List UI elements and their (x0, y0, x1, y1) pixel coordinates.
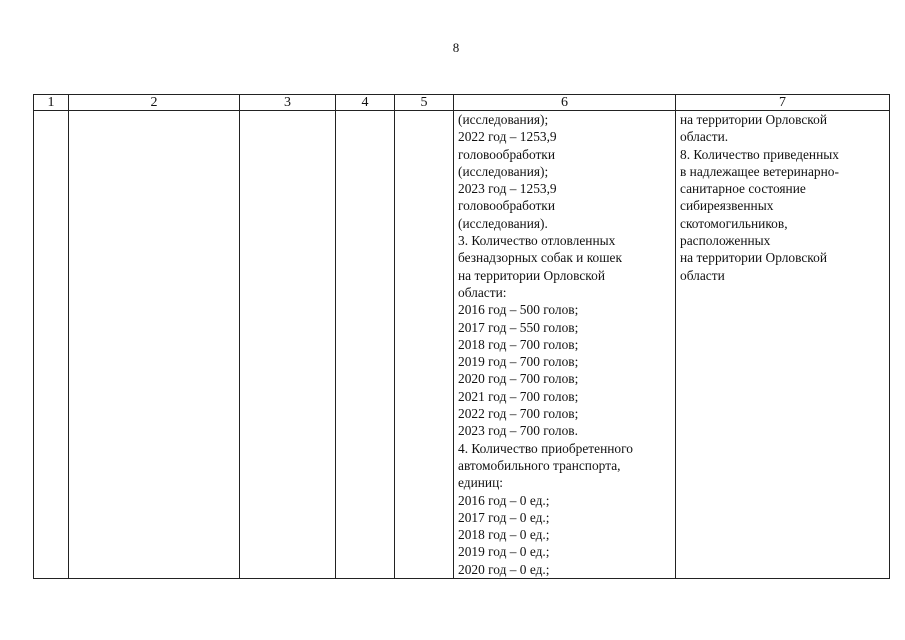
cell-col-6-indicators (454, 111, 676, 579)
cell-col-3 (240, 111, 336, 579)
cell-col-2 (69, 111, 240, 579)
program-indicators-table (33, 94, 890, 579)
header-col-6: 6 (454, 95, 676, 111)
cell-col-1 (34, 111, 69, 579)
table-header-row (34, 95, 890, 111)
cell-col-7-indicators (676, 111, 890, 579)
table-row (34, 111, 890, 579)
page-number: 8 (452, 40, 460, 55)
header-col-3: 3 (240, 95, 336, 111)
header-col-1: 1 (34, 95, 69, 111)
indicators-text: (исследования); 2022 год – 1253,9 головообработки (исследования); 2023 год – 1253,9 головообработки (исследования). 3. Количество отловленных безнадзорных собак и кошек на территории Орловской области: 2016 год – 500 голов; 2017 год – 550 голов; 2018 год – 700 голов; 2019 год – 700 голов; 2020 год – 700 голов; 2021 год – 700 голов; 2022 год – 700 голов; 2023 год – 700 голов. 4. Количество приобретенного автомобильного транспорта, единиц: 2016 год – 0 ед.; 2017 год – 0 ед.; 2018 год – 0 ед.; 2019 год – 0 ед.; 2020 год – 0 ед.; (458, 112, 633, 577)
header-col-5: 5 (395, 95, 454, 111)
indicators-text-continued: на территории Орловской области. 8. Количество приведенных в надлежащее ветеринарно- санитарное состояние сибиреязвенных скотомогильников, расположенных на территории Орловской области (680, 112, 839, 283)
cell-col-5 (395, 111, 454, 579)
header-col-4: 4 (336, 95, 395, 111)
header-col-2: 2 (69, 95, 240, 111)
header-col-7: 7 (676, 95, 890, 111)
cell-col-4 (336, 111, 395, 579)
